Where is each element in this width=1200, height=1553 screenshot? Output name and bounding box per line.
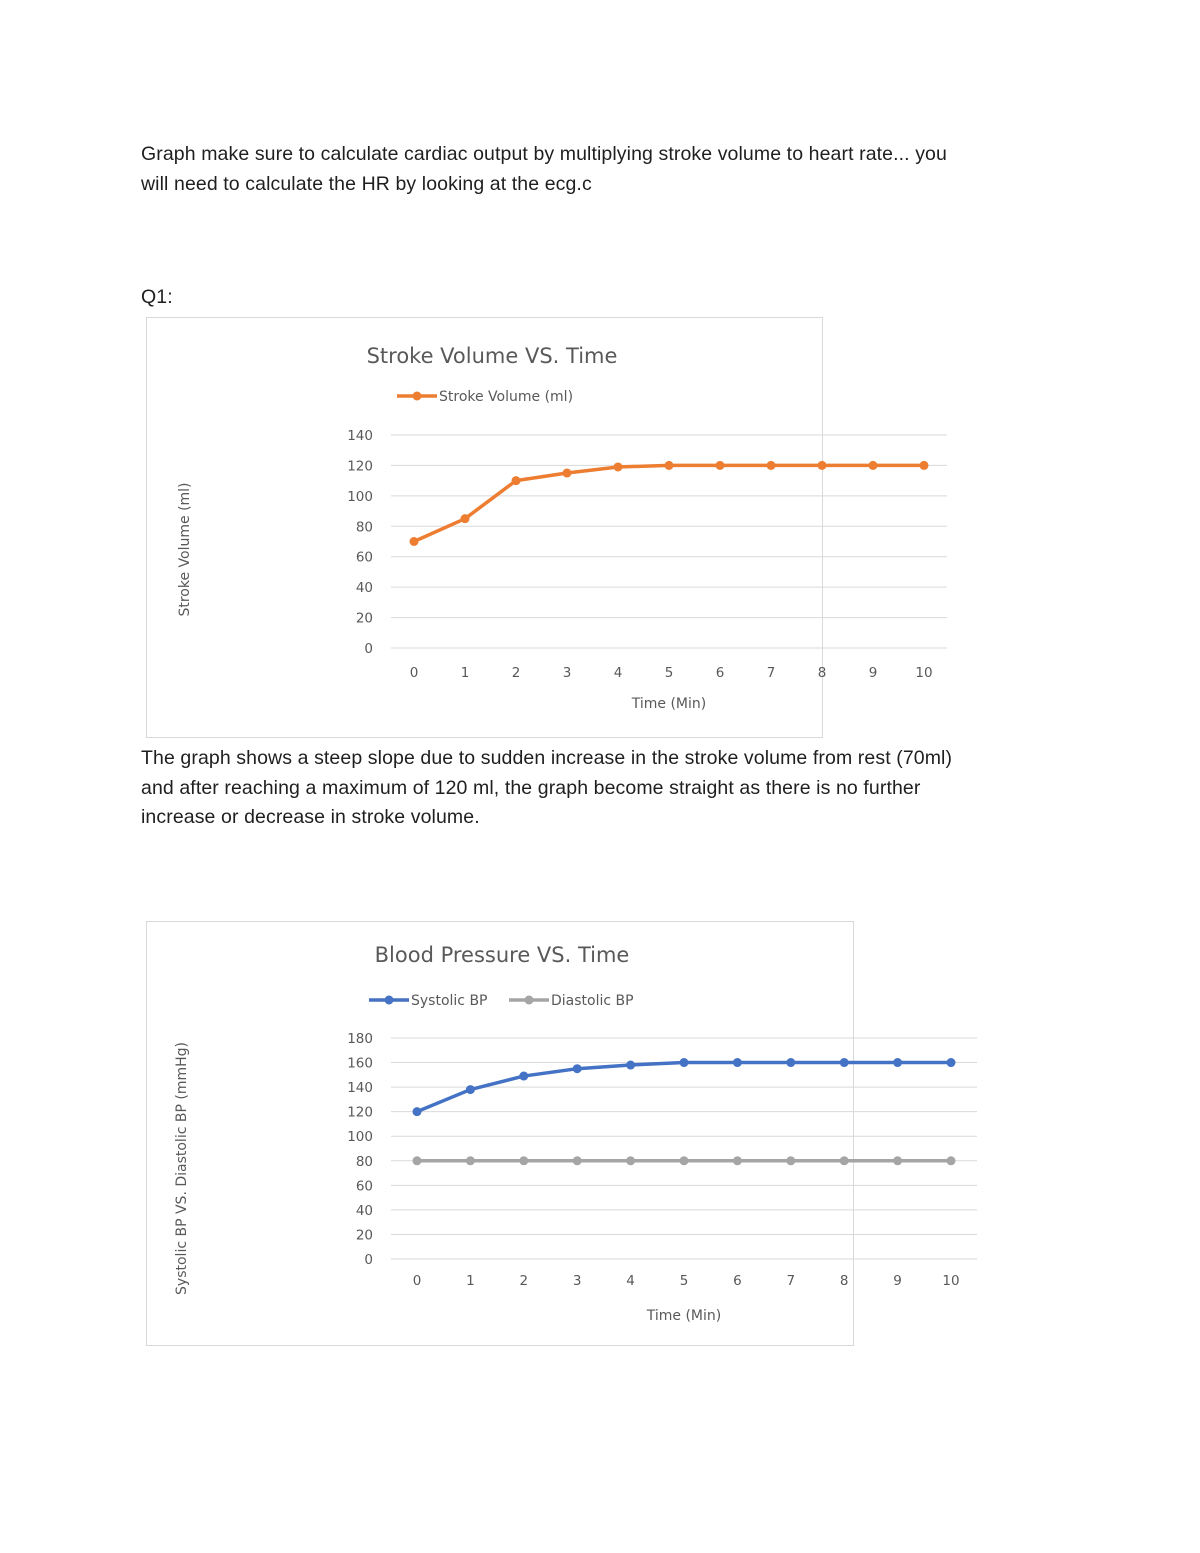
y-tick-label: 20 xyxy=(355,610,373,627)
x-tick-label: 10 xyxy=(942,1273,960,1289)
data-point xyxy=(716,461,725,470)
legend-swatch-marker xyxy=(413,392,422,401)
y-tick-label: 80 xyxy=(355,1153,373,1170)
x-tick-label: 3 xyxy=(572,1273,582,1289)
stroke-volume-chart-svg xyxy=(147,318,933,737)
y-tick-label: 20 xyxy=(355,1227,373,1244)
data-point xyxy=(680,1058,689,1067)
legend-label: Diastolic BP xyxy=(551,993,634,1009)
y-tick-label: 140 xyxy=(347,1080,373,1097)
y-tick-label: 180 xyxy=(347,1031,373,1047)
data-point xyxy=(786,1156,795,1165)
data-point xyxy=(665,461,674,470)
data-point xyxy=(947,1156,956,1165)
data-point xyxy=(869,461,878,470)
x-tick-label: 2 xyxy=(519,1273,529,1289)
x-tick-label: 4 xyxy=(626,1273,635,1289)
x-tick-label: 4 xyxy=(613,665,623,681)
data-point xyxy=(410,537,419,546)
x-tick-label: 8 xyxy=(839,1273,849,1289)
data-point xyxy=(512,476,521,485)
x-axis-label: Time (Min) xyxy=(631,696,707,712)
x-tick-label: 8 xyxy=(817,665,827,681)
data-point xyxy=(573,1156,582,1165)
x-tick-label: 9 xyxy=(868,665,878,681)
x-tick-label: 0 xyxy=(409,665,419,681)
legend-item-1 xyxy=(369,993,488,1009)
data-point xyxy=(466,1085,475,1094)
chart-title: Blood Pressure VS. Time xyxy=(374,943,630,967)
data-point xyxy=(947,1058,956,1067)
x-tick-label: 1 xyxy=(460,665,470,681)
x-tick-label: 7 xyxy=(766,665,776,681)
x-tick-label: 1 xyxy=(466,1273,475,1289)
explanation-line-2: and after reaching a maximum of 120 ml, the graph become straight as there is no further xyxy=(141,776,921,799)
data-point xyxy=(413,1107,422,1116)
y-tick-label: 100 xyxy=(347,488,373,505)
intro-line-1: Graph make sure to calculate cardiac output by multiplying stroke volume to heart rate... you xyxy=(141,143,947,165)
data-point xyxy=(466,1156,475,1165)
data-point xyxy=(818,461,827,470)
legend-label: Systolic BP xyxy=(411,993,488,1009)
x-tick-label: 6 xyxy=(715,665,725,681)
y-axis-label: Stroke Volume (ml) xyxy=(177,482,193,617)
data-point xyxy=(626,1061,635,1070)
legend-item-1 xyxy=(397,389,573,405)
y-tick-label: 160 xyxy=(347,1055,373,1072)
x-tick-label: 5 xyxy=(679,1273,689,1289)
legend-label: Stroke Volume (ml) xyxy=(439,389,574,405)
y-tick-label: 140 xyxy=(347,428,373,444)
x-tick-label: 6 xyxy=(733,1273,742,1289)
data-point xyxy=(626,1156,635,1165)
data-point xyxy=(573,1064,582,1073)
x-tick-label: 9 xyxy=(893,1273,902,1289)
y-tick-label: 40 xyxy=(355,580,373,597)
intro-paragraph xyxy=(141,140,1041,199)
x-tick-label: 3 xyxy=(562,665,572,681)
legend-item-2 xyxy=(509,993,634,1009)
data-point xyxy=(840,1058,849,1067)
stroke-volume-chart xyxy=(146,317,933,738)
y-tick-label: 60 xyxy=(355,1178,373,1195)
data-point xyxy=(840,1156,849,1165)
data-point xyxy=(893,1156,902,1165)
explanation-paragraph xyxy=(141,744,1041,833)
intro-line-2: will need to calculate the HR by looking at the ecg.c xyxy=(141,172,592,195)
legend-swatch-marker xyxy=(385,996,394,1005)
data-point xyxy=(733,1156,742,1165)
x-tick-label: 0 xyxy=(412,1273,422,1289)
x-tick-label: 10 xyxy=(915,665,933,681)
y-tick-label: 60 xyxy=(355,549,373,566)
data-point xyxy=(519,1156,528,1165)
x-tick-label: 7 xyxy=(786,1273,796,1289)
data-point xyxy=(733,1058,742,1067)
y-tick-label: 120 xyxy=(347,458,373,475)
data-point xyxy=(767,461,776,470)
data-point xyxy=(563,469,572,478)
series-line-1 xyxy=(414,465,924,541)
chart-title: Stroke Volume VS. Time xyxy=(366,344,618,368)
blood-pressure-chart xyxy=(146,921,960,1346)
data-point xyxy=(786,1058,795,1067)
question-label: Q1: xyxy=(141,286,173,308)
blood-pressure-chart-svg xyxy=(147,922,960,1345)
data-point xyxy=(413,1156,422,1165)
legend-swatch-marker xyxy=(525,996,534,1005)
y-tick-label: 120 xyxy=(347,1104,373,1121)
data-point xyxy=(920,461,929,470)
x-tick-label: 2 xyxy=(511,665,521,681)
data-point xyxy=(893,1058,902,1067)
y-tick-label: 80 xyxy=(355,519,373,536)
y-tick-label: 0 xyxy=(364,1252,373,1268)
y-tick-label: 40 xyxy=(355,1202,373,1219)
y-axis-label: Systolic BP VS. Diastolic BP (mmHg) xyxy=(174,1042,190,1295)
x-tick-label: 5 xyxy=(664,665,674,681)
explanation-line-1: The graph shows a steep slope due to sudden increase in the stroke volume from rest (70ml) xyxy=(141,747,953,769)
data-point xyxy=(461,514,470,523)
y-tick-label: 0 xyxy=(364,641,373,657)
data-point xyxy=(614,462,623,471)
explanation-line-3: increase or decrease in stroke volume. xyxy=(141,806,480,828)
data-point xyxy=(519,1072,528,1081)
data-point xyxy=(680,1156,689,1165)
y-tick-label: 100 xyxy=(347,1129,373,1146)
x-axis-label: Time (Min) xyxy=(646,1308,722,1324)
